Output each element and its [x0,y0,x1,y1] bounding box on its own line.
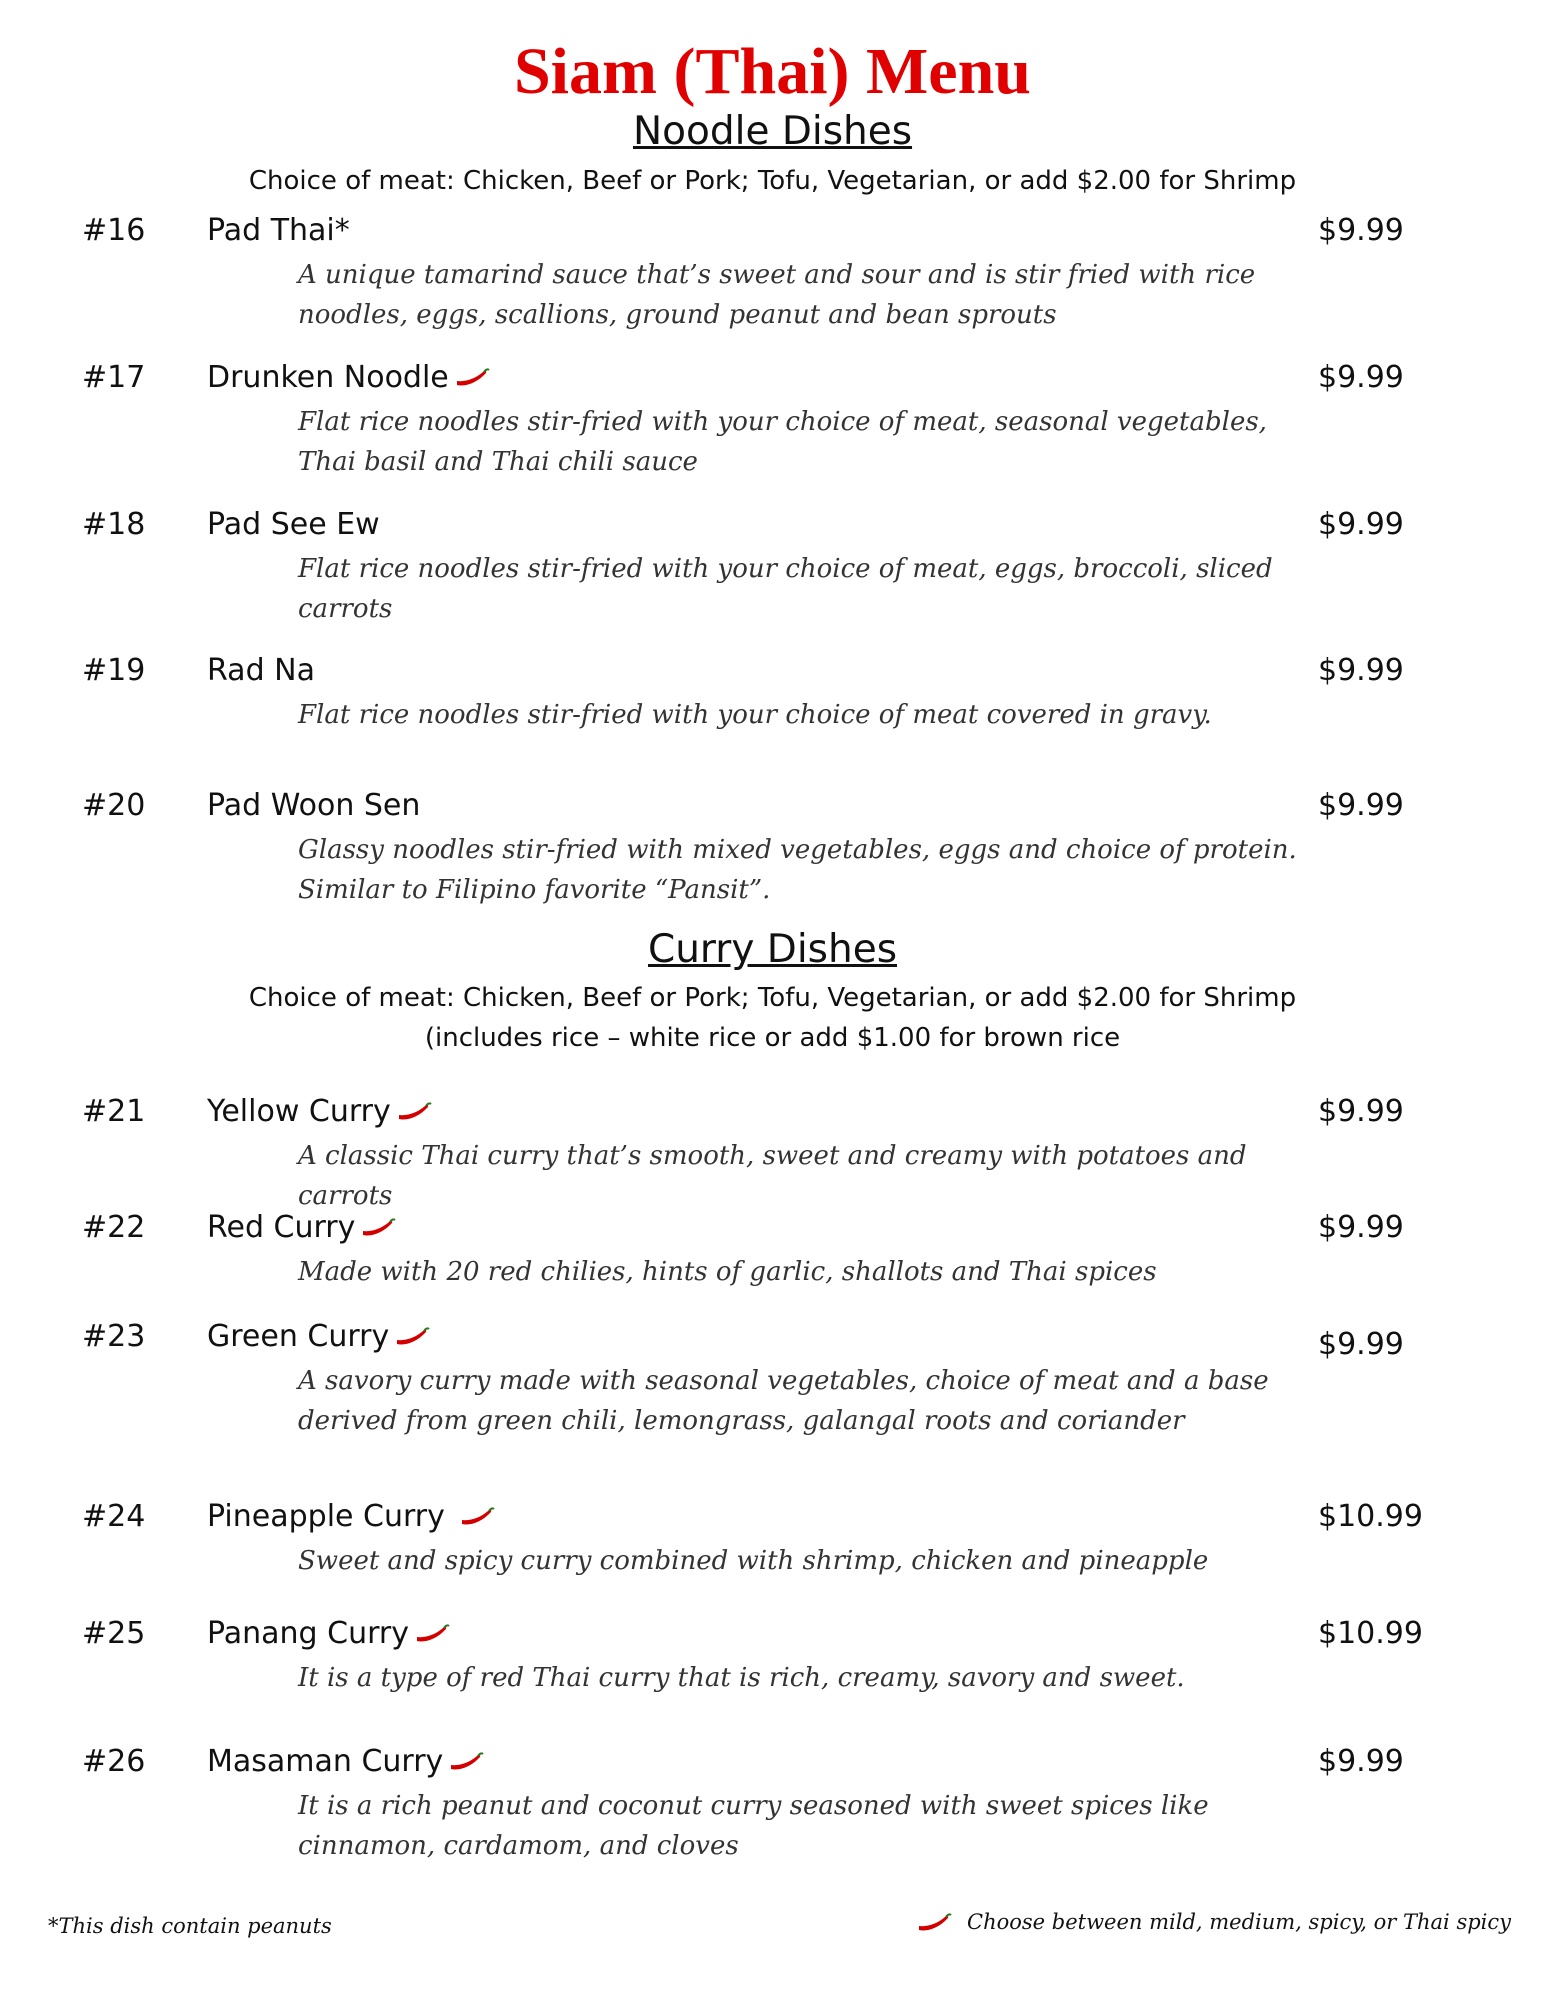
item-description: A unique tamarind sauce that’s sweet and sour and is stir fried with rice noodles, eggs, scallions, ground peanut and bean sprouts [298,260,1256,330]
item-name-wrap [207,1742,485,1782]
chili-pepper-icon [453,367,491,391]
item-name: Pad Woon Sen [207,788,421,823]
peanut-footnote: *This dish contain peanuts [48,1914,332,1938]
item-name-wrap [207,1092,433,1132]
item-name: Pad See Ew [207,507,380,542]
item-number: #19 [82,653,146,688]
item-description: Made with 20 red chilies, hints of garlic, shallots and Thai spices [298,1257,1157,1287]
menu-title: Siam (Thai) Menu [513,35,1032,108]
item-name: Drunken Noodle [207,360,449,395]
item-name-wrap [207,358,491,398]
item-name-wrap [207,1614,451,1654]
item-price: $9.99 [1318,507,1404,542]
item-number: #21 [82,1094,146,1129]
item-price: $9.99 [1318,213,1404,248]
item-number: #24 [82,1499,146,1534]
item-price: $10.99 [1318,1616,1423,1651]
item-price: $9.99 [1318,1744,1404,1779]
spice-legend [915,1910,1511,1936]
item-number: #18 [82,507,146,542]
item-description: Flat rice noodles stir-fried with your choice of meat, seasonal vegetables, Thai basil and Thai chili sauce [298,407,1267,477]
item-name: Green Curry [207,1319,390,1354]
item-description: Flat rice noodles stir-fried with your choice of meat, eggs, broccoli, sliced carrots [298,554,1273,624]
item-price: $9.99 [1318,1094,1404,1129]
item-name-wrap [207,1497,496,1537]
item-name-wrap [207,1317,431,1357]
noodle-dishes-heading: Noodle Dishes [632,109,913,154]
item-description: A classic Thai curry that’s smooth, sweet and creamy with potatoes and carrots [298,1141,1247,1211]
curry-meat-choice: Choice of meat: Chicken, Beef or Pork; Tofu, Vegetarian, or add $2.00 for Shrimp [248,983,1297,1013]
chili-pepper-icon [915,1912,953,1936]
item-name: Panang Curry [207,1616,409,1651]
item-number: #23 [82,1319,146,1354]
curry-rice-note: (includes rice – white rice or add $1.00 for brown rice [424,1023,1121,1053]
noodle-meat-choice: Choice of meat: Chicken, Beef or Pork; Tofu, Vegetarian, or add $2.00 for Shrimp [248,166,1297,196]
chili-pepper-icon [359,1217,397,1241]
item-price: $9.99 [1318,653,1404,688]
chili-pepper-icon [393,1326,431,1350]
chili-pepper-icon [395,1101,433,1125]
item-number: #25 [82,1616,146,1651]
item-price: $9.99 [1318,360,1404,395]
item-description: It is a type of red Thai curry that is rich, creamy, savory and sweet. [298,1663,1185,1693]
item-number: #20 [82,788,146,823]
item-description: Glassy noodles stir-fried with mixed vegetables, eggs and choice of protein. Similar to Filipino favorite “Pansit”. [298,835,1297,905]
item-description: Flat rice noodles stir-fried with your choice of meat covered in gravy. [298,700,1212,730]
item-price: $9.99 [1318,788,1404,823]
item-name: Pad Thai* [207,213,350,248]
item-description: A savory curry made with seasonal vegetables, choice of meat and a base derived from green chili, lemongrass, galangal roots and coriander [298,1366,1269,1436]
item-number: #16 [82,213,146,248]
item-number: #26 [82,1744,146,1779]
spice-legend-text: Choose between mild, medium, spicy, or Thai spicy [967,1910,1512,1934]
item-price: $9.99 [1318,1210,1404,1245]
item-price: $10.99 [1318,1499,1423,1534]
item-name: Red Curry [207,1210,356,1245]
item-name: Pineapple Curry [207,1499,445,1534]
chili-pepper-icon [413,1623,451,1647]
item-price: $9.99 [1318,1327,1404,1362]
item-name: Yellow Curry [207,1094,391,1129]
item-name: Rad Na [207,653,315,688]
item-number: #17 [82,360,146,395]
item-number: #22 [82,1210,146,1245]
item-name: Masaman Curry [207,1744,444,1779]
chili-pepper-icon [447,1751,485,1775]
item-description: Sweet and spicy curry combined with shrimp, chicken and pineapple [298,1546,1209,1576]
curry-dishes-heading: Curry Dishes [647,927,898,972]
item-name-wrap [207,1208,397,1248]
item-description: It is a rich peanut and coconut curry seasoned with sweet spices like cinnamon, cardamom, and cloves [298,1791,1209,1861]
chili-pepper-icon [458,1506,496,1530]
